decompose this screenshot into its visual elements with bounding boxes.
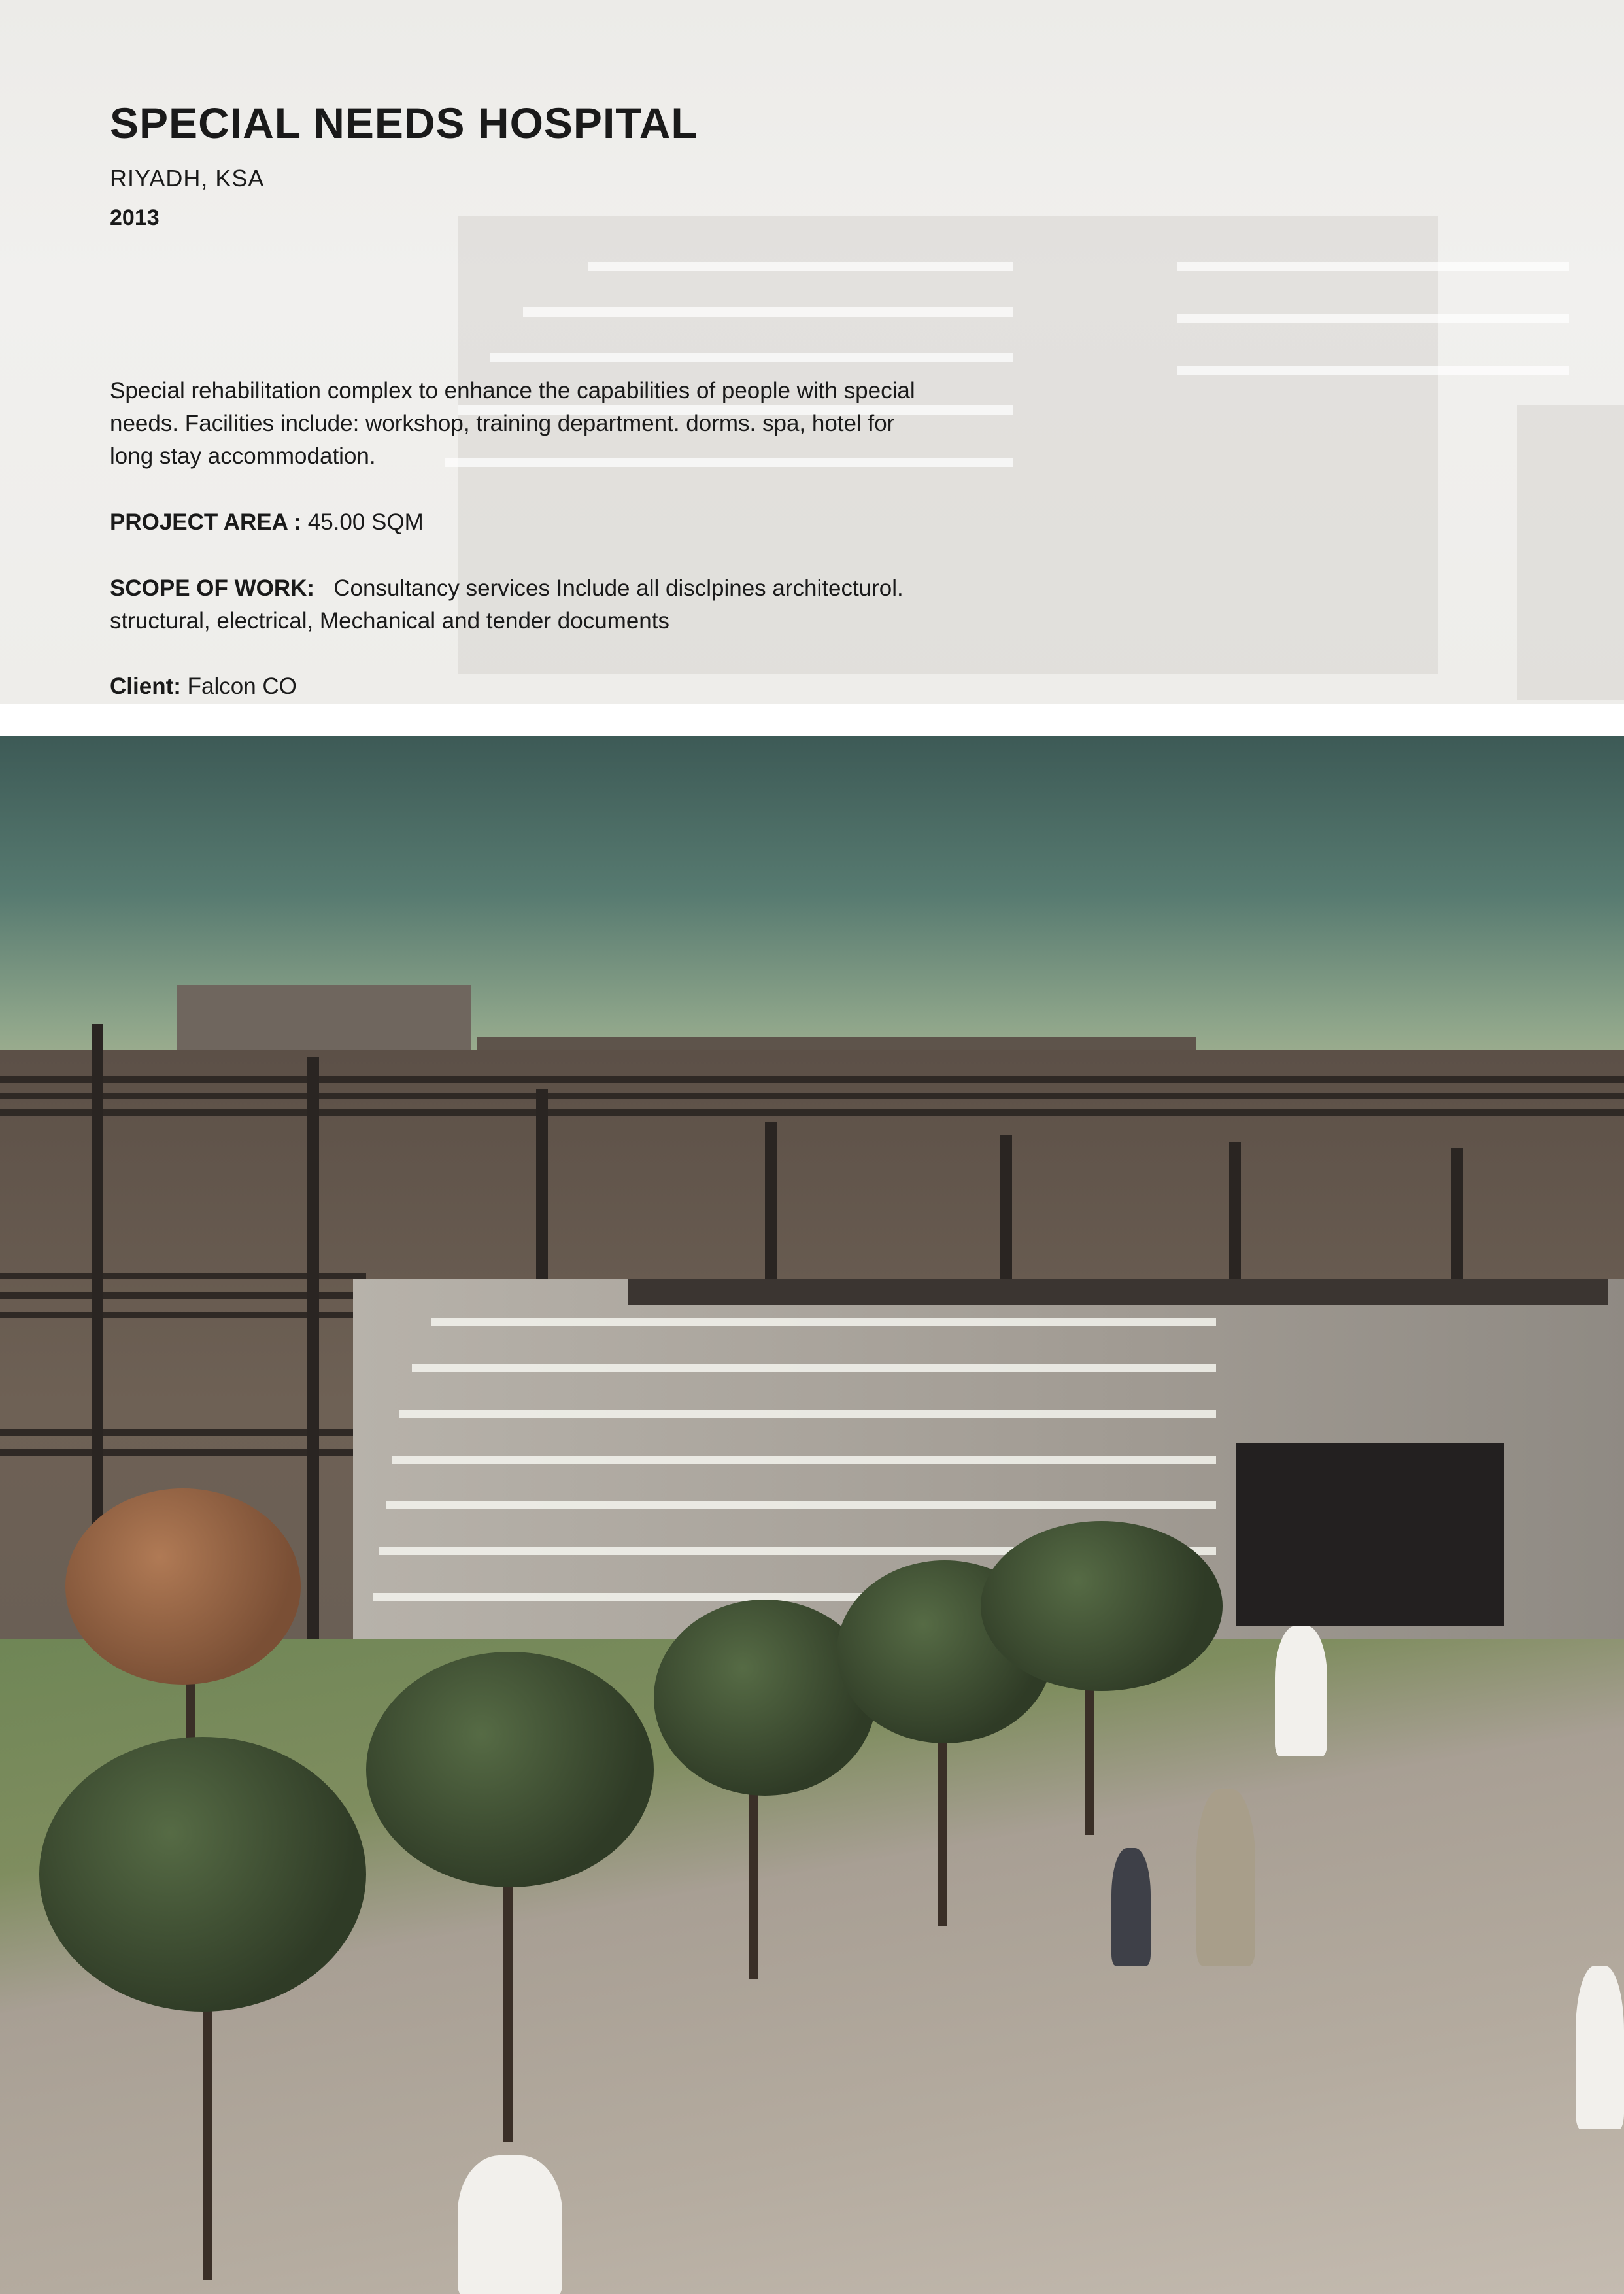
project-info-panel (0, 0, 1624, 704)
project-area (110, 506, 424, 539)
faded-tower-background (1517, 405, 1624, 700)
description-line: needs. Facilities include: workshop, training department. dorms. spa, hotel for (110, 411, 895, 436)
page-title: SPECIAL NEEDS HOSPITAL (110, 99, 698, 147)
architectural-rendering (0, 736, 1624, 2294)
scope-label: SCOPE OF WORK: (110, 575, 315, 601)
project-area-label: PROJECT AREA : (110, 509, 301, 535)
tree (65, 1488, 301, 1685)
client (110, 670, 297, 703)
project-location: RIYADH, KSA (110, 165, 265, 192)
person (1196, 1789, 1255, 1966)
client-value: Falcon CO (187, 674, 297, 699)
canopy-roof (628, 1279, 1608, 1305)
scope-line: Consultancy services Include all disclpines architecturol. (333, 575, 904, 601)
entrance-opening (1236, 1443, 1504, 1626)
description-line: Special rehabilitation complex to enhance the capabilities of people with special (110, 378, 915, 403)
tree (366, 1652, 654, 1887)
tree (39, 1737, 366, 2012)
description-line: long stay accommodation. (110, 443, 376, 469)
project-area-value: 45.00 SQM (307, 509, 424, 535)
person (1275, 1626, 1327, 1756)
scope-line: structural, electrical, Mechanical and tender documents (110, 608, 669, 634)
person-child (1111, 1848, 1151, 1966)
tree (981, 1521, 1223, 1691)
person (458, 2155, 562, 2294)
person (1576, 1966, 1624, 2129)
scope-of-work (110, 572, 904, 638)
project-description (110, 375, 915, 473)
client-label: Client: (110, 674, 181, 699)
project-year: 2013 (110, 205, 160, 230)
